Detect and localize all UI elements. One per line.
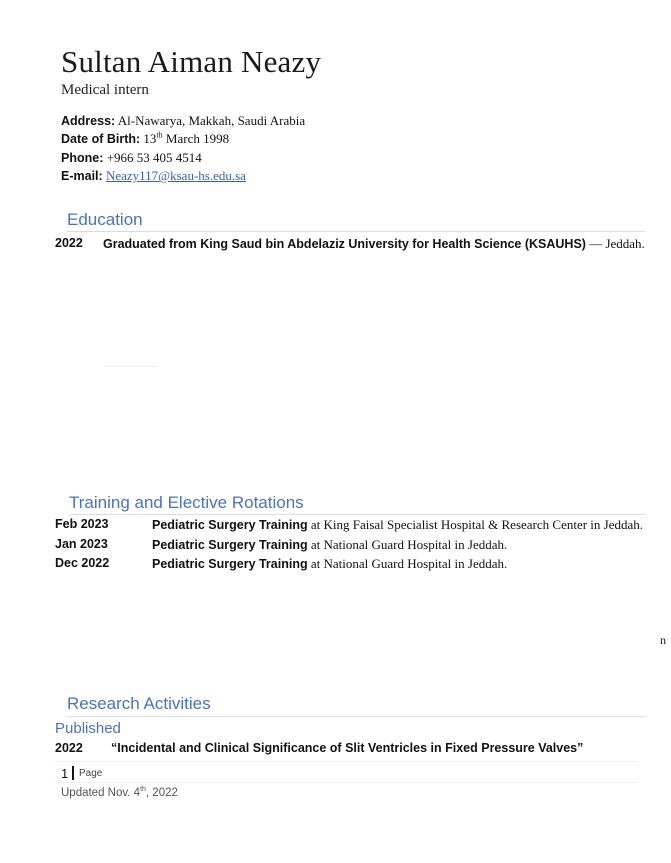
updated-suffix-sup: th (140, 786, 146, 794)
training-title-2: Pediatric Surgery Training (152, 538, 308, 552)
training-detail-3: at National Guard Hospital in Jeddah. (310, 556, 508, 571)
training-title-1: Pediatric Surgery Training (152, 518, 308, 532)
training-entry-2 (152, 537, 507, 553)
address-label: Address: (61, 114, 116, 128)
dob-line (61, 131, 229, 147)
training-date-2: Jan 2023 (55, 537, 108, 551)
published-subheading: Published (55, 720, 121, 737)
email-link[interactable]: Neazy117@ksau-hs.edu.sa (105, 168, 246, 183)
education-degree: Graduated from King Saud bin Abdelaziz University for Health Science (KSAUHS) (103, 237, 586, 251)
education-heading: Education (67, 210, 143, 229)
faint-artifact (104, 366, 156, 367)
resume-name: Sultan Aiman Neazy (61, 44, 322, 79)
phone-line (61, 150, 202, 166)
email-label: E-mail: (61, 169, 103, 183)
page-number-separator (72, 766, 74, 780)
education-rule (67, 231, 645, 232)
research-title: “Incidental and Clinical Significance of Slit Ventricles in Fixed Pressure Valves” (111, 741, 584, 755)
stray-character: n (660, 633, 666, 647)
training-detail-1: at King Faisal Specialist Hospital & Research Center in Jeddah. (310, 517, 644, 532)
research-year: 2022 (55, 741, 83, 755)
phone-value: +966 53 405 4514 (106, 150, 202, 165)
education-year: 2022 (55, 236, 83, 250)
training-date-1: Feb 2023 (55, 517, 109, 531)
education-location: — Jeddah. (589, 236, 645, 251)
training-detail-2: at National Guard Hospital in Jeddah. (310, 537, 508, 552)
dob-suffix: th (156, 130, 163, 140)
dob-label: Date of Birth: (61, 132, 141, 146)
updated-prefix: Updated Nov. 4 (61, 787, 141, 799)
training-heading: Training and Elective Rotations (69, 493, 304, 512)
address-line (61, 113, 305, 129)
resume-subtitle: Medical intern (61, 82, 149, 98)
page-number: 1 (61, 766, 69, 781)
page-label: Page (79, 768, 103, 779)
research-rule (67, 716, 645, 717)
training-date-3: Dec 2022 (55, 556, 110, 570)
training-title-3: Pediatric Surgery Training (152, 557, 308, 571)
training-entry-3 (152, 556, 507, 572)
education-entry (103, 236, 645, 252)
phone-label: Phone: (61, 151, 104, 165)
email-line (61, 168, 246, 184)
research-heading: Research Activities (67, 694, 211, 713)
updated-suffix: , 2022 (145, 787, 178, 799)
updated-date (61, 787, 178, 799)
research-row-rule (55, 761, 637, 762)
address-value: Al-Nawarya, Makkah, Saudi Arabia (117, 113, 306, 128)
dob-day: 13 (143, 131, 157, 146)
footer-rule (55, 782, 637, 783)
dob-rest: March 1998 (165, 131, 230, 146)
training-entry-1 (152, 517, 643, 533)
training-rule (69, 514, 645, 515)
